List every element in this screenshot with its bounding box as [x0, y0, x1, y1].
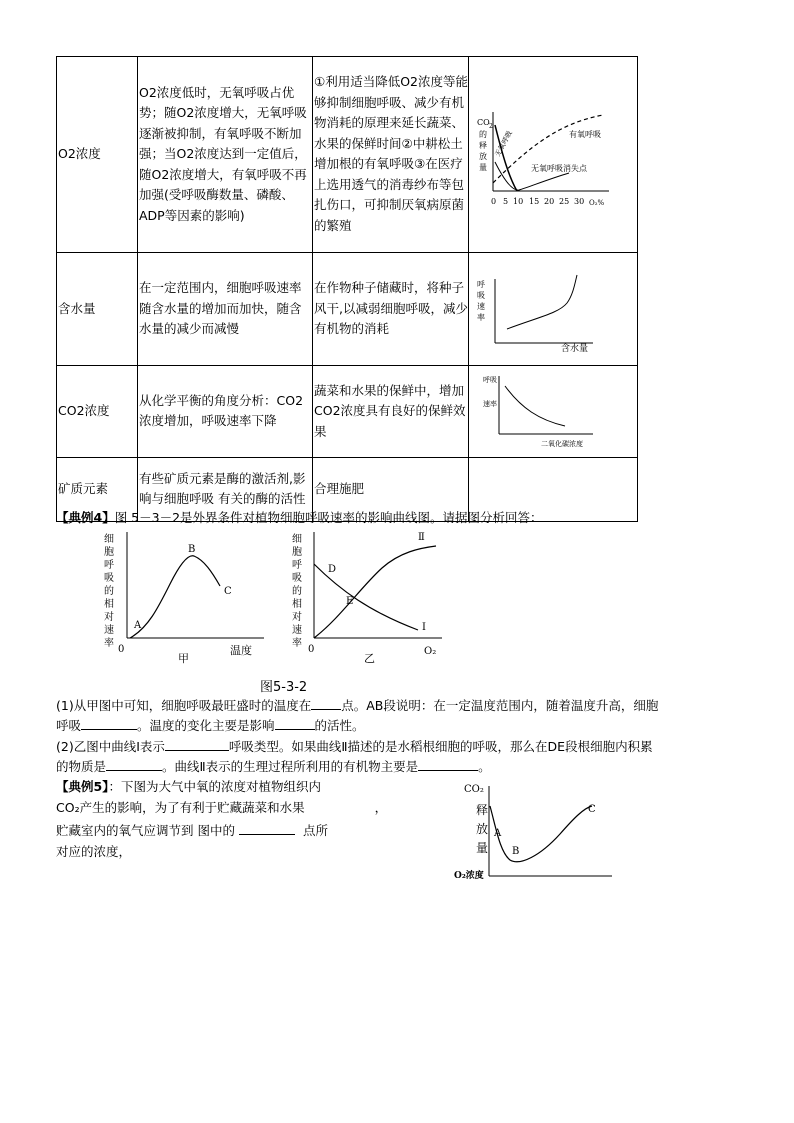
svg-text:量: 量 — [479, 163, 487, 172]
application-cell: 蔬菜和水果的保鲜中，增加CO2浓度具有良好的保鲜效果 — [313, 366, 469, 458]
svg-text:含水量: 含水量 — [561, 343, 589, 354]
svg-text:放: 放 — [479, 152, 487, 161]
svg-text:20: 20 — [544, 197, 555, 206]
point-b: B — [188, 544, 196, 555]
curve-2-label: Ⅱ — [418, 532, 425, 543]
fig-yi-name: 乙 — [364, 652, 375, 664]
point-a: A — [134, 620, 142, 631]
temperature-curve — [130, 556, 220, 638]
svg-text:二氧化碳浓度: 二氧化碳浓度 — [541, 440, 583, 448]
svg-text:吸: 吸 — [292, 573, 302, 584]
fig-jia-name: 甲 — [178, 652, 189, 664]
svg-text:率: 率 — [477, 312, 485, 322]
factor-cell: CO2浓度 — [57, 366, 138, 458]
svg-text:释: 释 — [476, 803, 489, 817]
factor-cell: O2浓度 — [57, 57, 138, 253]
svg-text:速率: 速率 — [483, 400, 497, 408]
svg-text:25: 25 — [559, 197, 570, 206]
svg-text:放: 放 — [476, 822, 489, 836]
svg-text:15: 15 — [529, 197, 540, 206]
svg-text:对: 对 — [292, 612, 302, 623]
co2-graph — [469, 366, 637, 450]
graph-ylabel: CO — [477, 118, 490, 127]
svg-text:0: 0 — [308, 644, 315, 655]
respiration-factors-table — [56, 56, 638, 522]
point-b: B — [512, 846, 520, 857]
svg-text:10: 10 — [513, 197, 524, 206]
point-c: C — [588, 804, 596, 815]
svg-text:0: 0 — [118, 644, 125, 655]
answer-blank[interactable] — [239, 820, 295, 835]
svg-text:无氧呼吸消失点: 无氧呼吸消失点 — [531, 164, 587, 173]
svg-text:2: 2 — [489, 123, 493, 130]
table-row — [57, 57, 638, 253]
ylabel-top: CO₂ — [464, 784, 484, 795]
graph-cell — [469, 57, 638, 253]
x-ticks — [491, 197, 605, 207]
svg-text:率: 率 — [104, 638, 114, 649]
svg-text:有氧呼吸: 有氧呼吸 — [569, 130, 601, 139]
figure-jia — [100, 528, 270, 664]
jia-ylabel — [104, 533, 114, 649]
example5-line1: 【典例5】：下图为大气中氧的浓度对植物组织内 — [56, 779, 321, 794]
xlabel: O₂浓度 — [454, 871, 484, 881]
table-row — [57, 366, 638, 458]
svg-text:呼: 呼 — [292, 560, 302, 571]
question-2-line2: 的物质是 。曲线Ⅱ表示的生理过程所利用的有机物主要是 。 — [56, 756, 491, 777]
yi-ylabel — [292, 533, 302, 649]
answer-blank[interactable] — [418, 756, 478, 771]
svg-text:相: 相 — [104, 599, 114, 610]
water-graph — [469, 253, 637, 359]
factor-cell: 矿质元素 — [57, 457, 138, 521]
answer-blank[interactable] — [106, 756, 162, 771]
svg-text:细: 细 — [292, 534, 302, 545]
fig-jia-xlabel: 温度 — [230, 644, 252, 657]
answer-blank[interactable] — [311, 695, 341, 710]
fig-yi-xlabel: O₂ — [424, 646, 437, 657]
svg-text:对: 对 — [104, 612, 114, 623]
svg-text:速: 速 — [477, 301, 485, 311]
table-row — [57, 252, 638, 366]
o2-graph — [469, 57, 637, 245]
svg-text:呼: 呼 — [104, 560, 114, 571]
svg-text:的: 的 — [292, 586, 302, 597]
svg-text:无氧呼吸: 无氧呼吸 — [493, 129, 514, 158]
principle-cell: 有些矿质元素是酶的激活剂,影响与细胞呼吸 有关的酶的活性 — [138, 457, 313, 521]
curve-1-label: Ⅰ — [422, 622, 426, 633]
example5-line2: CO₂产生的影响，为了有利于贮藏蔬菜和水果 ， — [56, 800, 388, 815]
answer-blank[interactable] — [275, 715, 315, 730]
figure-caption: 图5-3-2 — [260, 680, 308, 695]
svg-text:胞: 胞 — [292, 547, 302, 558]
svg-text:0: 0 — [491, 197, 497, 206]
example4-intro: 【典例4】图 5－3－2是外界条件对植物细胞呼吸速率的影响曲线图。请据图分析回答： — [56, 510, 543, 525]
svg-text:吸: 吸 — [477, 290, 485, 300]
application-cell: ①利用适当降低O2浓度等能够抑制细胞呼吸、减少有机物消耗的原理来延长蔬菜、水果的保鲜时间②中耕松土增加根的有氧呼吸③在医疗上选用透气的消毒纱布等包扎伤口，可抑制厌氧病原菌的繁殖 — [313, 57, 469, 253]
question-2-line1: (2)乙图中曲线Ⅰ表示 呼吸类型。如果曲线Ⅱ描述的是水稻根细胞的呼吸，那么在DE段根细胞内积累 — [56, 736, 653, 757]
svg-text:速: 速 — [292, 625, 302, 636]
question-1-line1: (1)从甲图中可知，细胞呼吸最旺盛时的温度在 点。AB段说明：在一定温度范围内，随着温度升高，细胞 — [56, 695, 658, 716]
answer-blank[interactable] — [165, 736, 229, 751]
svg-text:相: 相 — [292, 599, 302, 610]
svg-text:呼: 呼 — [477, 279, 485, 289]
svg-text:胞: 胞 — [104, 547, 114, 558]
example5-line4: 对应的浓度， — [56, 844, 132, 859]
application-cell: 在作物种子储藏时，将种子风干,以减弱细胞呼吸，减少有机物的消耗 — [313, 252, 469, 366]
svg-text:量: 量 — [476, 841, 489, 855]
principle-cell: 从化学平衡的角度分析：CO2浓度增加，呼吸速率下降 — [138, 366, 313, 458]
svg-text:细: 细 — [104, 534, 114, 545]
principle-cell: 在一定范围内，细胞呼吸速率随含水量的增加而加快，随含水量的减少而减慢 — [138, 252, 313, 366]
application-cell: 合理施肥 — [313, 457, 469, 521]
svg-text:速: 速 — [104, 625, 114, 636]
water-curve — [507, 275, 577, 329]
svg-text:的: 的 — [104, 586, 114, 597]
factor-cell: 含水量 — [57, 252, 138, 366]
figure-yi — [290, 528, 450, 664]
svg-text:的: 的 — [479, 130, 487, 139]
point-e: E — [346, 596, 354, 607]
point-d: D — [328, 564, 337, 575]
curve-2 — [314, 546, 436, 638]
answer-blank[interactable] — [81, 715, 137, 730]
svg-text:呼吸: 呼吸 — [483, 376, 497, 384]
co2-curve — [505, 386, 565, 426]
co2-release-curve — [490, 806, 592, 862]
graph-cell — [469, 366, 638, 458]
svg-text:O₂%: O₂% — [589, 199, 605, 207]
svg-text:5: 5 — [503, 197, 509, 206]
svg-text:30: 30 — [574, 197, 585, 206]
svg-text:释: 释 — [479, 141, 487, 150]
example5-line3: 贮藏室内的氧气应调节到 图中的 点所 — [56, 820, 328, 841]
figure-example5 — [450, 778, 620, 882]
principle-cell: O2浓度低时，无氧呼吸占优势；随O2浓度增大，无氧呼吸逐渐被抑制，有氧呼吸不断加强；当O2浓度达到一定值后，随O2浓度增大，有氧呼吸不再加强(受呼吸酶数量、磷酸、ADP等因素的影响) — [138, 57, 313, 253]
svg-text:吸: 吸 — [104, 573, 114, 584]
graph-cell — [469, 252, 638, 366]
svg-text:率: 率 — [292, 638, 302, 649]
point-a: A — [494, 828, 502, 839]
question-1-line2: 呼吸 。温度的变化主要是影响 的活性。 — [56, 715, 365, 736]
point-c: C — [224, 586, 232, 597]
